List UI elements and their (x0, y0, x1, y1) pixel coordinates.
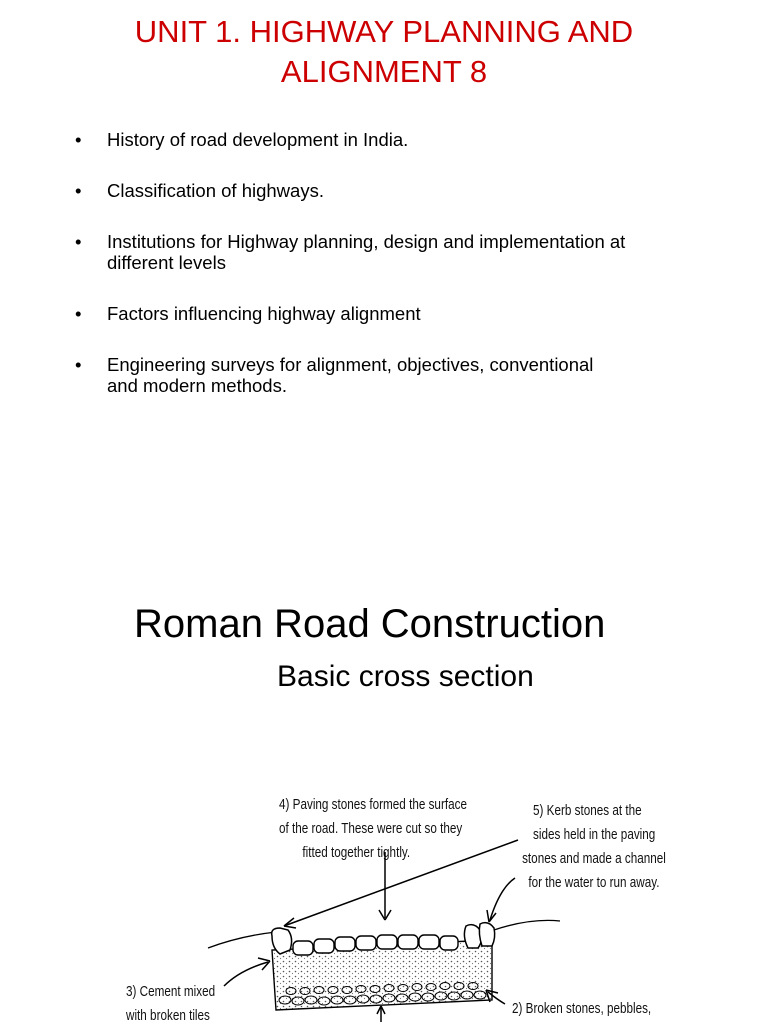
ground-line-right (494, 920, 560, 930)
bullet-text (107, 231, 717, 273)
label-kerb-stones-line2: sides held in the paving (533, 826, 656, 843)
bullet-text-line2: and modern methods. (107, 375, 287, 396)
road-drawing (0, 760, 768, 1024)
bullet-text: Classification of highways. (107, 180, 324, 201)
bullet-text-line2: different levels (107, 252, 226, 273)
cross-section-subtitle: Basic cross section (277, 660, 534, 693)
label-paving-stones-line2: of the road. These were cut so they (279, 820, 463, 837)
label-broken-stones-line1: 2) Broken stones, pebbles, (512, 1000, 652, 1017)
label-kerb-stones-line4: for the water to run away. (528, 874, 660, 891)
bullet-marker: • (75, 180, 82, 201)
bullet-text (107, 354, 717, 396)
slide-title-line2: ALIGNMENT 8 (280, 54, 488, 89)
bullet-text-line1: Engineering surveys for alignment, objectives, conventional (107, 354, 594, 375)
bullet-marker: • (75, 303, 82, 324)
label-kerb-stones-line3: stones and made a channel (522, 850, 666, 867)
label-paving-stones-line1: 4) Paving stones formed the surface (279, 796, 467, 813)
slide-title (60, 12, 708, 92)
bullet-marker: • (75, 354, 82, 375)
bullet-text-line1: Institutions for Highway planning, design and implementation at (107, 231, 626, 252)
bullet-text: Factors influencing highway alignment (107, 303, 421, 324)
label-paving-stones-line3: fitted together tightly. (302, 844, 411, 861)
bullet-text: History of road development in India. (107, 129, 409, 150)
roman-road-title-text: Roman Road Construction (134, 602, 606, 646)
label-kerb-stones-line1: 5) Kerb stones at the (533, 802, 642, 819)
bullet-marker: • (75, 231, 82, 252)
slide-title-line1: UNIT 1. HIGHWAY PLANNING AND (134, 14, 634, 49)
label-cement-line2: with broken tiles (126, 1007, 210, 1024)
bullet-marker: • (75, 129, 82, 150)
label-cement-line1: 3) Cement mixed (126, 983, 216, 1000)
ground-line-left (208, 932, 276, 948)
road-cross-section-diagram (0, 760, 768, 1024)
